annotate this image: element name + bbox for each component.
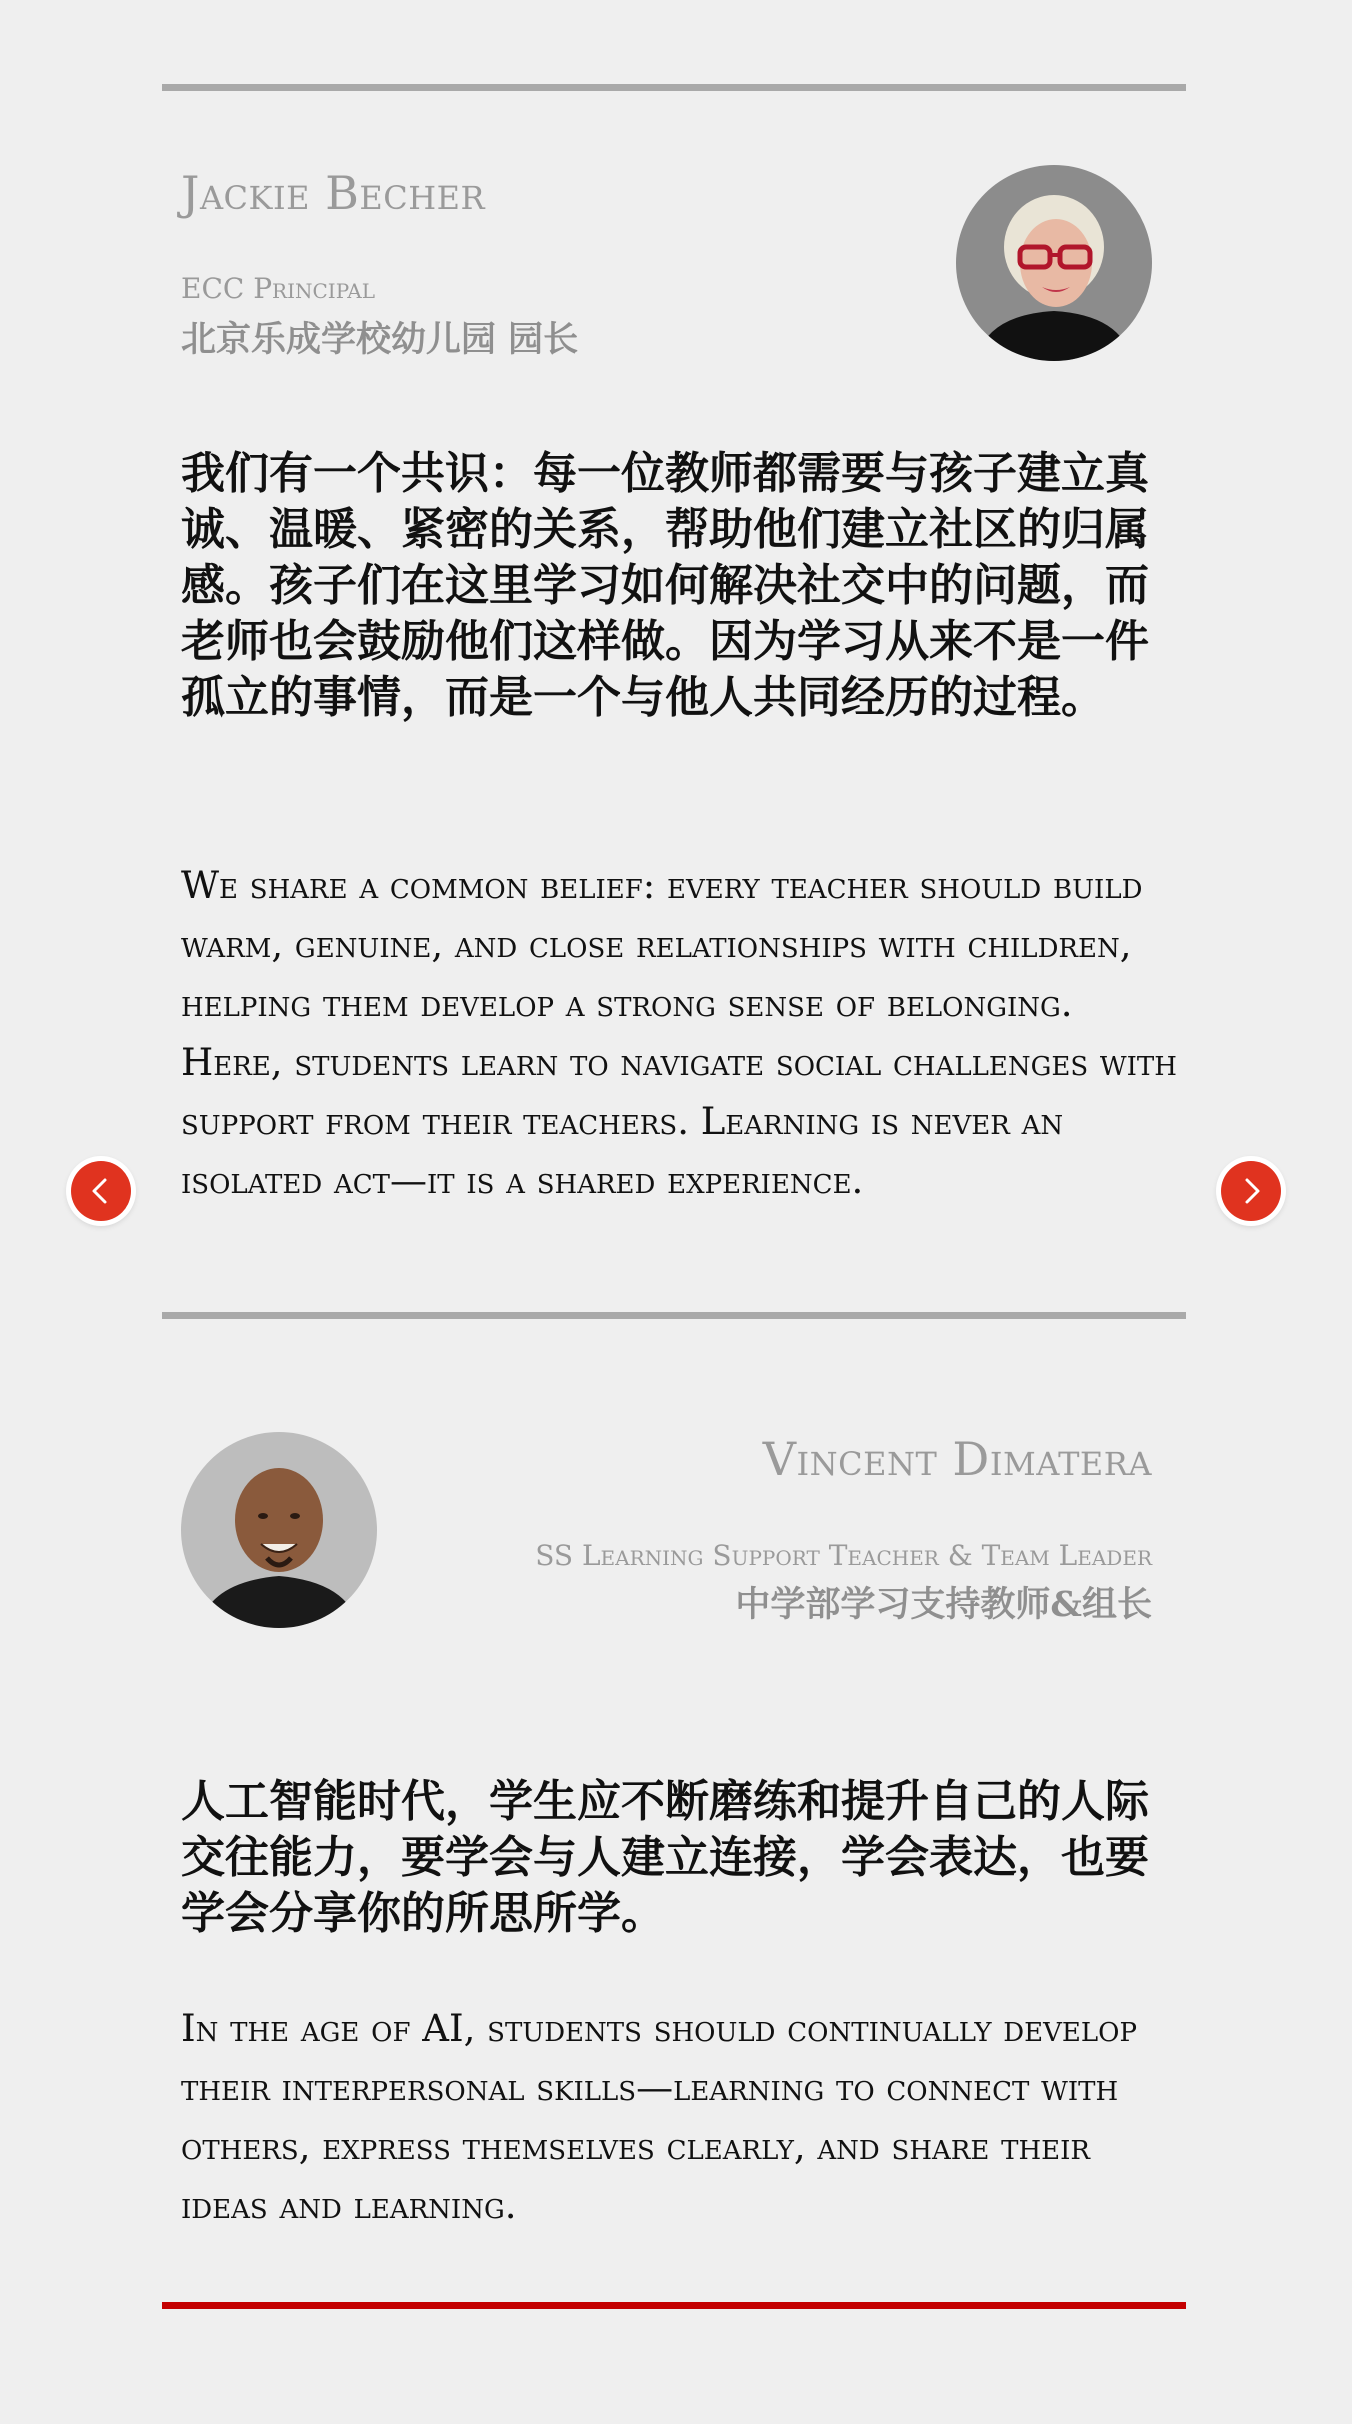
section-divider <box>162 1312 1186 1319</box>
chevron-left-icon <box>71 1161 131 1221</box>
quote-english: We share a common belief: every teacher should build warm, genuine, and close relationships with children, helping them develop a strong sense of belonging. Here, students learn to navigate social challenges with support from their teachers. Learning is never an isolated act—it is a shared experience. <box>181 864 1177 1202</box>
profile-role-zh: 北京乐成学校幼儿园 园长 <box>181 319 579 360</box>
profile-name: Vincent Dimatera <box>762 1432 1152 1486</box>
bottom-divider <box>162 2302 1186 2309</box>
quote-chinese: 人工智能时代，学生应不断磨练和提升自己的人际交往能力，要学会与人建立连接，学会表达，也要学会分享你的所思所学。 <box>181 1776 1149 1939</box>
profile-role-en: ECC Principal <box>181 272 376 305</box>
chevron-right-icon <box>1221 1161 1281 1221</box>
carousel-next-button[interactable] <box>1221 1161 1281 1221</box>
profile-name: Jackie Becher <box>181 166 486 220</box>
carousel-prev-button[interactable] <box>71 1161 131 1221</box>
quote-english: In the age of AI, students should continually develop their interpersonal skills—learning to connect with others, express themselves clearly, and share their ideas and learning. <box>181 2007 1137 2227</box>
top-divider <box>162 84 1186 91</box>
profile-role-en: SS Learning Support Teacher & Team Leader <box>535 1539 1152 1572</box>
profile-role-zh: 中学部学习支持教师&组长 <box>735 1584 1152 1625</box>
avatar <box>956 165 1152 361</box>
quote-chinese: 我们有一个共识：每一位教师都需要与孩子建立真诚、温暖、紧密的关系，帮助他们建立社区的归属感。孩子们在这里学习如何解决社交中的问题，而老师也会鼓励他们这样做。因为学习从来不是一件孤立的事情，而是一个与他人共同经历的过程。 <box>181 448 1149 723</box>
avatar <box>181 1432 377 1628</box>
